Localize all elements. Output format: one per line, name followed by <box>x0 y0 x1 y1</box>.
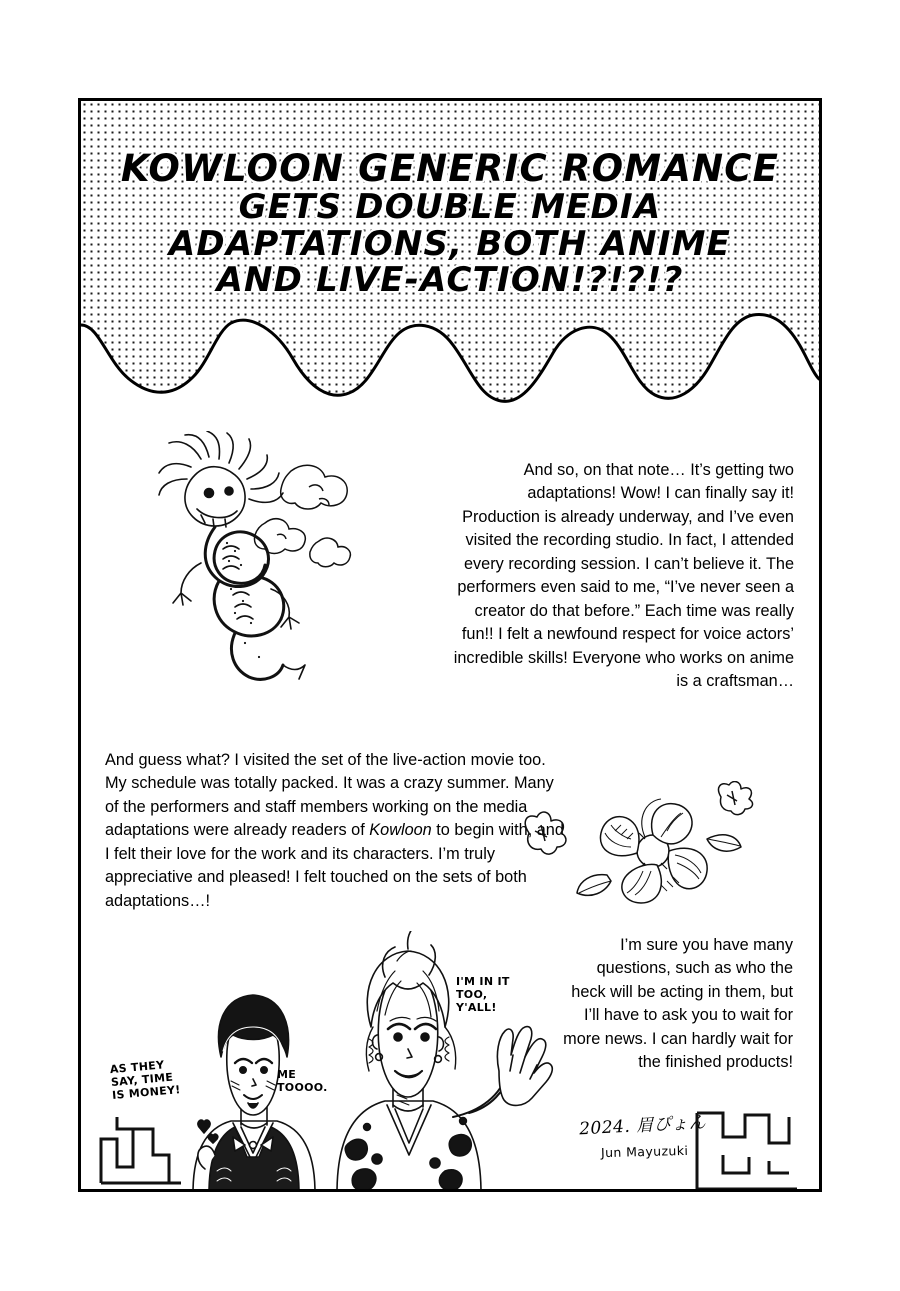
signature-name: Jun Mayuzuki <box>600 1142 689 1161</box>
paragraph-part-b: to begin with, and I felt their love for the work and its characters. I’m truly appreciative and pleased! I felt touched on the sets of both adaptations…! <box>105 821 564 910</box>
hibiscus-flower-illustration <box>511 781 781 921</box>
title-line-3: ADAPTATIONS, BOTH ANIME <box>168 223 732 264</box>
handwritten-bubble-right: I'M IN IT TOO, Y'ALL! <box>456 975 510 1014</box>
dragon-illustration <box>123 431 373 701</box>
title-line-1: KOWLOON GENERIC ROMANCE <box>120 147 780 190</box>
paragraph-live-action-set <box>105 749 565 913</box>
title-line-2: GETS DOUBLE MEDIA <box>238 186 662 227</box>
greek-key-ornament-left <box>95 1109 185 1189</box>
greek-key-ornament-right <box>693 1103 803 1192</box>
paragraph-part-a: And guess what? I visited the set of the live-action movie too. My schedule was totally packed. It was a crazy summer. Many of the performers and staff members working on the media adaptations were already readers of <box>105 751 554 840</box>
signature-scrawl: 2024. 眉ぴょん <box>578 1112 707 1140</box>
page-title <box>81 149 819 299</box>
work-title-italic: Kowloon <box>369 821 432 840</box>
character-right <box>337 931 552 1192</box>
paragraph-adaptations-announcement: And so, on that note… It’s getting two adaptations! Wow! I can finally say it! Production is already underway, and I’ve even visited the recording studio. In fact, I attended every recording session. I can’t believe it. The performers even said to me, “I’ve never seen a creator do that before.” Each time was really fun!! I felt a newfound respect for voice actors’ incredible skills! Everyone who works on anime is a craftsman… <box>453 461 794 691</box>
handwritten-bubble-middle: ME TOOOO. <box>277 1068 328 1094</box>
comic-panel <box>78 98 822 1192</box>
paragraph-casting-teaser: I’m sure you have many questions, such as who the heck will be acting in them, but I’ll have to ask you to wait for more news. I can hardly wait for the finished products! <box>563 936 793 1072</box>
title-line-4: AND LIVE-ACTION!?!?!? <box>216 260 684 301</box>
handwritten-bubble-left: AS THEY SAY, TIME IS MONEY! <box>109 1058 182 1102</box>
